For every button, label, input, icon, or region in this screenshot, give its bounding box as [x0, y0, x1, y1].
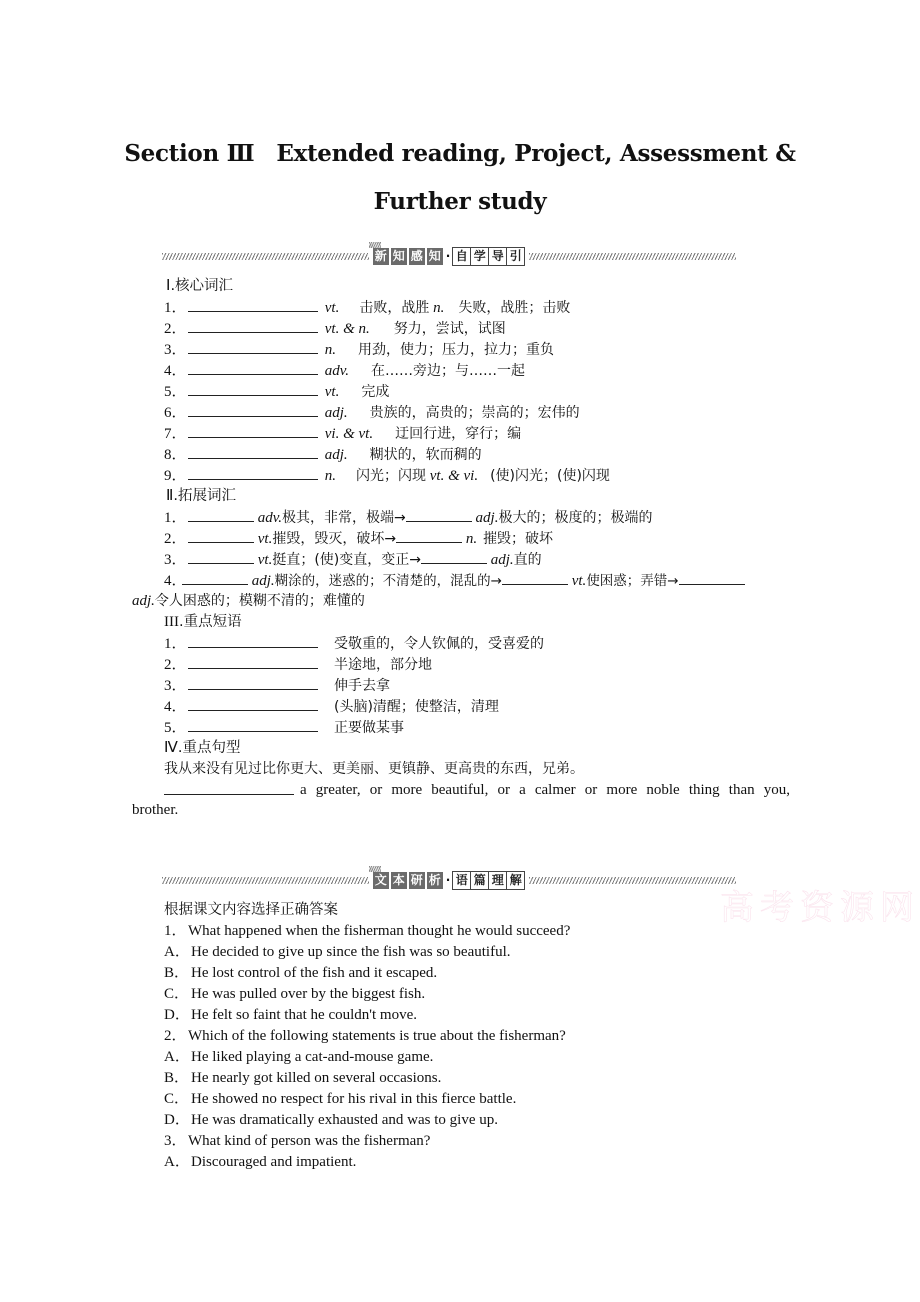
part-of-speech: adj. — [251, 573, 275, 589]
answer-blank[interactable] — [188, 633, 318, 648]
meaning: 摧毁；破坏 — [483, 531, 554, 547]
answer-blank[interactable] — [188, 444, 318, 459]
answer-option[interactable] — [164, 1005, 417, 1026]
question — [164, 1131, 430, 1152]
part-of-speech: adj. — [324, 447, 348, 463]
vocab-item — [164, 570, 745, 591]
option-text: He liked playing a cat-and-mouse game. — [191, 1049, 434, 1065]
answer-blank[interactable] — [406, 507, 472, 522]
item-number: 3． — [164, 342, 187, 358]
answer-blank[interactable] — [164, 780, 294, 795]
option-text: He was pulled over by the biggest fish. — [191, 986, 426, 1002]
option-label: A． — [164, 1154, 190, 1170]
meaning: 失败，战胜；击败 — [458, 300, 571, 316]
vocab-item — [164, 507, 652, 528]
part-of-speech: vt. & n. — [324, 321, 370, 337]
item-number: 4． — [164, 363, 187, 379]
page-title-line-1 — [0, 140, 920, 167]
part-of-speech: adj. — [324, 405, 348, 421]
question-number: 2． — [164, 1028, 187, 1044]
banner-separator: · — [445, 873, 451, 887]
answer-blank[interactable] — [188, 297, 318, 312]
answer-option[interactable] — [164, 963, 437, 984]
option-label: C． — [164, 986, 190, 1002]
option-label: B． — [164, 1070, 190, 1086]
option-label: A． — [164, 1049, 190, 1065]
heading-text: .重点句型 — [177, 740, 241, 756]
question-text: What kind of person was the fisherman? — [188, 1133, 431, 1149]
part-of-speech: n. — [324, 468, 336, 484]
item-number: 9． — [164, 468, 187, 484]
roman-numeral: Ⅱ — [166, 488, 174, 504]
banner-separator: · — [445, 249, 451, 263]
question-text: What happened when the fisherman thought he would succeed? — [188, 923, 571, 939]
part-of-speech: adv. — [324, 363, 350, 379]
vocab-item — [164, 549, 542, 570]
option-text: He nearly got killed on several occasions. — [191, 1070, 442, 1086]
vocab-item — [164, 339, 554, 360]
answer-blank[interactable] — [188, 528, 254, 543]
item-number: 1． — [164, 510, 187, 526]
chinese-sentence: 我从来没有见过比你更大、更美丽、更镇静、更高贵的东西，兄弟。 — [164, 761, 584, 777]
meaning: 摧毁，毁灭，破坏→ — [272, 531, 397, 547]
corner-decoration-icon — [369, 866, 381, 872]
meaning: 糊状的，软而稠的 — [369, 447, 482, 463]
vocab-item — [164, 297, 570, 318]
item-number: 4． — [164, 699, 187, 715]
section-heading-core-vocabulary — [166, 276, 233, 297]
answer-option[interactable] — [164, 1089, 516, 1110]
part-of-speech: adv. — [257, 510, 283, 526]
option-label: B． — [164, 965, 190, 981]
answer-blank[interactable] — [188, 402, 318, 417]
english-sentence-text: a greater, or more beautiful, or a calmer or more noble thing than you, — [300, 782, 790, 798]
answer-blank[interactable] — [188, 381, 318, 396]
part-of-speech: adj. — [132, 593, 155, 609]
option-text: He was dramatically exhausted and was to give up. — [191, 1112, 498, 1128]
vocab-item — [164, 360, 525, 381]
answer-option[interactable] — [164, 1068, 441, 1089]
section-heading-extended-vocabulary — [166, 486, 236, 507]
meaning: 贵族的，高贵的；崇高的；宏伟的 — [369, 405, 580, 421]
banner-char: 知 — [428, 248, 441, 263]
banner-char: 语 — [453, 872, 471, 889]
item-number: 3． — [164, 678, 187, 694]
phrase-item — [164, 717, 404, 738]
item-number: 2． — [164, 321, 187, 337]
answer-option[interactable] — [164, 942, 511, 963]
vocab-item — [164, 444, 482, 465]
banner-char: 引 — [509, 248, 522, 263]
page-title-line-2: Further study — [373, 188, 547, 215]
section-heading-key-sentences — [164, 738, 240, 759]
section-heading-key-phrases — [164, 612, 242, 633]
option-text: He felt so faint that he couldn't move. — [191, 1007, 417, 1023]
meaning: 用劲，使力；压力，拉力；重负 — [358, 342, 554, 358]
banner-char: 理 — [489, 872, 507, 889]
answer-blank[interactable] — [502, 570, 568, 585]
part-of-speech: adj. — [475, 510, 499, 526]
item-number: 1． — [164, 636, 187, 652]
phrase-item — [164, 654, 432, 675]
item-number: 7． — [164, 426, 187, 442]
roman-numeral: Ⅰ — [166, 278, 171, 294]
answer-blank[interactable] — [188, 717, 318, 732]
meaning: 伸手去拿 — [334, 678, 390, 694]
question-number: 3． — [164, 1133, 187, 1149]
section-banner-text-analysis — [162, 869, 736, 891]
banner-char: 感 — [410, 248, 423, 263]
phrase-item — [164, 675, 390, 696]
part-of-speech: vi. & vt. — [324, 426, 374, 442]
item-number: 5． — [164, 720, 187, 736]
part-of-speech: vt. & vi. — [429, 468, 479, 484]
heading-text: .重点短语 — [179, 614, 242, 630]
phrase-item — [164, 696, 499, 717]
answer-blank[interactable] — [188, 339, 318, 354]
part-of-speech: vt. — [257, 531, 273, 547]
option-label: A． — [164, 944, 190, 960]
answer-option[interactable] — [164, 1152, 356, 1173]
option-text: He showed no respect for his rival in this fierce battle. — [191, 1091, 517, 1107]
vocab-item — [164, 318, 506, 339]
meaning: 令人困惑的；模糊不清的；难懂的 — [154, 593, 365, 609]
meaning: 极大的；极度的；极端的 — [498, 510, 653, 526]
item-number: 2． — [164, 657, 187, 673]
section-title: Extended reading, Project, Assessment & — [276, 140, 796, 167]
option-label: D． — [164, 1112, 190, 1128]
vocab-item — [164, 402, 580, 423]
meaning: 半途地，部分地 — [334, 657, 432, 673]
banner-char: 解 — [509, 872, 522, 887]
meaning: 糊涂的，迷惑的；不清楚的，混乱的→ — [274, 573, 502, 589]
part-of-speech: n. — [433, 300, 445, 316]
answer-blank[interactable] — [188, 360, 318, 375]
vocab-item — [164, 423, 521, 444]
answer-blank[interactable] — [188, 465, 318, 480]
heading-text: .拓展词汇 — [173, 488, 236, 504]
part-of-speech: vt. — [324, 300, 340, 316]
option-text: He decided to give up since the fish was so beautiful. — [191, 944, 511, 960]
meaning: 正要做某事 — [334, 720, 404, 736]
part-of-speech: vt. — [324, 384, 340, 400]
meaning: 闪光；闪现 — [356, 468, 426, 484]
corner-decoration-icon — [369, 242, 381, 248]
part-of-speech: adj. — [490, 552, 514, 568]
meaning: 在……旁边；与……一起 — [371, 363, 526, 379]
item-number: 6． — [164, 405, 187, 421]
meaning: 受敬重的，令人钦佩的，受喜爱的 — [334, 636, 544, 652]
hatch-divider-right — [529, 253, 736, 260]
meaning: 迂回行进，穿行；编 — [395, 426, 522, 442]
hatch-divider-left — [162, 253, 369, 260]
banner-subtitle-box — [452, 871, 525, 890]
banner-char: 本 — [392, 872, 405, 887]
hatch-divider-left — [162, 877, 369, 884]
banner-char: 篇 — [471, 872, 489, 889]
roman-numeral: Ⅳ — [164, 740, 178, 756]
banner-char: 自 — [453, 248, 471, 265]
section-banner-preview — [162, 245, 736, 267]
option-text: He lost control of the fish and it escaped. — [191, 965, 438, 981]
vocab-item — [164, 381, 389, 402]
item-number: 2． — [164, 531, 187, 547]
banner-char: 导 — [489, 248, 507, 265]
meaning: 击败，战胜 — [359, 300, 430, 316]
answer-blank[interactable] — [188, 675, 318, 690]
item-number: 4． — [164, 573, 187, 589]
answer-blank[interactable] — [396, 528, 462, 543]
banner-subtitle-box — [452, 247, 525, 266]
meaning: 完成 — [361, 384, 390, 400]
watermark: 高考资源网 — [720, 888, 920, 928]
banner-char: 析 — [428, 872, 441, 887]
answer-option[interactable] — [164, 1047, 433, 1068]
question-number: 1． — [164, 923, 187, 939]
answer-blank[interactable] — [188, 549, 254, 564]
meaning: 极其，非常，极端→ — [282, 510, 406, 526]
answer-blank[interactable] — [188, 696, 318, 711]
option-text: Discouraged and impatient. — [191, 1154, 357, 1170]
item-number: 5． — [164, 384, 187, 400]
banner-badge — [373, 871, 526, 890]
banner-char: 文 — [374, 872, 387, 887]
meaning: 使困惑；弄错→ — [586, 573, 679, 589]
banner-char: 研 — [410, 872, 423, 887]
item-number: 1． — [164, 300, 187, 316]
english-sentence-line-1 — [164, 780, 790, 801]
option-label: D． — [164, 1007, 190, 1023]
item-number: 8． — [164, 447, 187, 463]
answer-option[interactable] — [164, 984, 425, 1005]
item-number: 3． — [164, 552, 187, 568]
english-sentence-line-2: brother. — [132, 802, 179, 818]
answer-blank[interactable] — [188, 318, 318, 333]
meaning: 直的 — [513, 552, 542, 568]
answer-blank[interactable] — [188, 507, 254, 522]
meaning: 挺直；(使)变直，变正→ — [272, 552, 421, 568]
phrase-item — [164, 633, 544, 654]
part-of-speech: vt. — [571, 573, 587, 589]
question-text: Which of the following statements is true about the fisherman? — [188, 1028, 566, 1044]
answer-blank[interactable] — [421, 549, 487, 564]
part-of-speech: vt. — [257, 552, 273, 568]
answer-blank[interactable] — [188, 423, 318, 438]
banner-char: 知 — [392, 248, 405, 263]
answer-blank[interactable] — [679, 570, 745, 585]
vocab-item — [164, 465, 610, 486]
answer-blank[interactable] — [182, 570, 248, 585]
part-of-speech: n. — [324, 342, 336, 358]
hatch-divider-right — [529, 877, 736, 884]
meaning: (头脑)清醒；使整洁，清理 — [334, 699, 499, 715]
answer-blank[interactable] — [188, 654, 318, 669]
question — [164, 1026, 566, 1047]
reading-instruction: 根据课文内容选择正确答案 — [164, 902, 338, 918]
heading-text: .核心词汇 — [170, 278, 234, 294]
banner-badge — [373, 247, 526, 266]
roman-numeral: III — [164, 614, 179, 630]
banner-char: 新 — [374, 248, 387, 263]
answer-option[interactable] — [164, 1110, 498, 1131]
meaning: (使)闪光；(使)闪现 — [490, 468, 610, 484]
part-of-speech: n. — [465, 531, 478, 547]
vocab-item-continuation — [132, 591, 365, 612]
option-label: C． — [164, 1091, 190, 1107]
banner-char: 学 — [471, 248, 489, 265]
vocab-item — [164, 528, 553, 549]
question — [164, 921, 570, 942]
meaning: 努力，尝试，试图 — [393, 321, 506, 337]
section-number: Section Ⅲ — [124, 140, 255, 167]
